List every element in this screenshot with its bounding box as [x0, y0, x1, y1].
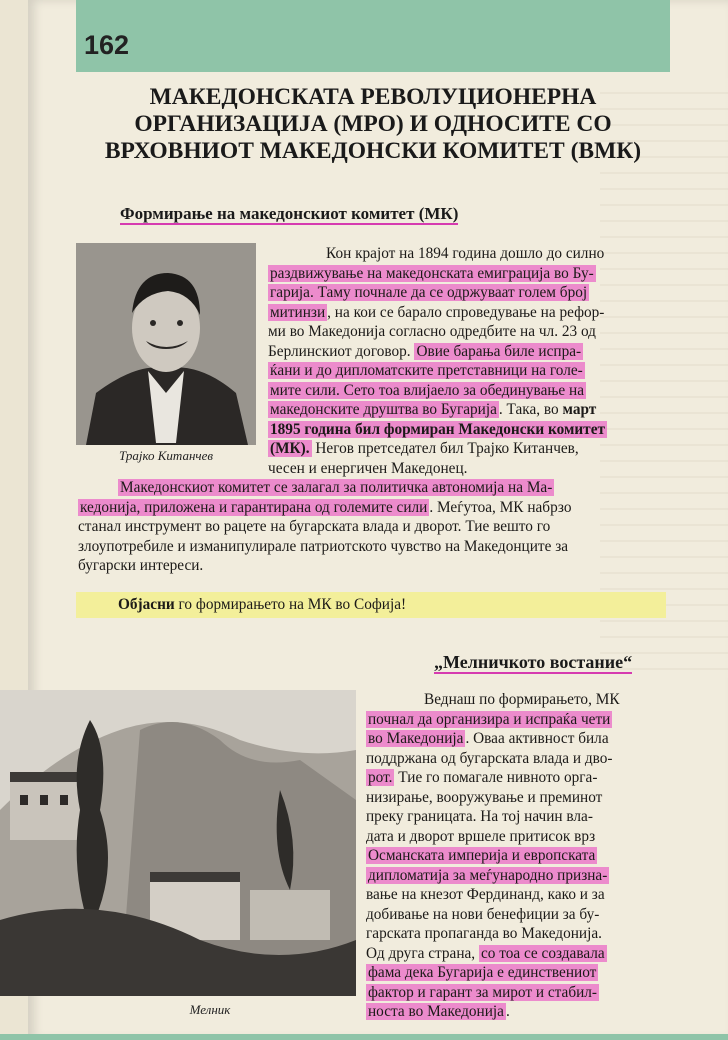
text-line: станал инструмент во рацете на бугарската влада и дворот. Тие вешто го	[78, 518, 551, 535]
text-line: (МК). Негов претседател бил Трајко Китанчев,	[270, 440, 579, 457]
section-heading-text: „Мелничкото востание“	[434, 652, 633, 672]
highlighted-text: раздвижување на македонската емиграција во Бу-	[270, 264, 594, 282]
text-line: Веднаш по формирањето, МК	[424, 691, 620, 708]
text-line: македонските друштва во Бугарија . Така, во март	[270, 401, 597, 418]
text-line: злоупотребиле и изманипулирале патриотското чувство на Македонците за	[78, 537, 569, 555]
text-line	[118, 478, 554, 497]
text-line: поддржана од бугарската влада и дво-	[366, 749, 613, 767]
portrait-caption: Трајко Китанчев	[118, 448, 214, 463]
text-line	[366, 846, 597, 865]
task-bold: Објасни	[118, 596, 175, 613]
text-line: бугарски интереси.	[78, 557, 204, 574]
text-line: чесен и енергичен Македонец.	[268, 459, 468, 477]
highlighted-text: фама дека Бугарија е единствениот	[368, 964, 597, 981]
highlighted-text: 1895 година бил формиран Македонски комитет	[270, 420, 605, 438]
text-line: гарската пропаганда во Македонија.	[366, 925, 602, 942]
melnik-photo	[0, 690, 356, 996]
text-line	[366, 866, 609, 885]
portrait-photo	[76, 243, 256, 445]
task-text: го формирањето на МК во Софија!	[174, 596, 407, 613]
highlighted-text: дипломатија за меѓународно призна-	[368, 866, 608, 884]
text-line: вање на кнезот Фердинанд, како и за	[366, 886, 605, 903]
highlighted-text: митинзи	[270, 303, 326, 321]
melnik-caption: Мелник	[189, 1002, 231, 1017]
title-line: ВРХОВНИОТ МАКЕДОНСКИ КОМИТЕТ (ВМК)	[104, 138, 642, 164]
footer-band	[0, 1034, 728, 1040]
highlighted-text: мите сили. Сето тоа влијаело за обединување на	[270, 381, 585, 399]
bold-date: март	[562, 401, 597, 418]
page-title	[78, 84, 668, 165]
text-line: ми во Македонија согласно одредбите на чл. 23 од	[268, 323, 596, 340]
text-line	[268, 264, 596, 283]
task-line	[118, 596, 406, 614]
text-line: Кон крајот на 1894 година дошло до силно	[326, 245, 605, 262]
text-line: Од друга страна, со тоа се создавала	[366, 944, 605, 962]
text-line: кедонија, приложена и гарантирана од големите сили . Меѓутоа, МК набрзо	[80, 498, 572, 516]
title-line: МАКЕДОНСКАТА РЕВОЛУЦИОНЕРНА	[149, 84, 597, 110]
text-line	[366, 963, 598, 982]
text-line: митинзи , на кои се барало спроведување на рефор-	[270, 303, 605, 321]
text-line: Берлинскиот договор. Овие барања биле испра-	[268, 342, 582, 360]
text-line: носта во Македонија .	[368, 1003, 510, 1020]
page-number: 162	[84, 30, 130, 60]
text-line: дата и дворот вршеле притисок врз	[366, 827, 596, 845]
text-line	[268, 381, 586, 400]
text-line: добивање на нови бенефиции за бу-	[366, 905, 600, 923]
highlighted-text: Османската империја и европската	[368, 847, 596, 864]
text-line	[366, 710, 612, 729]
highlighted-text: Овие барања биле испра-	[416, 342, 582, 360]
text-line: во Македонија . Оваа активност била	[368, 730, 609, 747]
text-line	[268, 283, 589, 302]
header-band	[76, 0, 670, 72]
section-heading-mk	[120, 204, 458, 224]
section-heading-melnik	[434, 652, 632, 673]
highlighted-text: фактор и гарант за мирот и стабил-	[368, 983, 598, 1001]
text-line: рот. Тие го помагале нивното орга-	[368, 769, 598, 786]
text-line	[268, 361, 585, 380]
text-line	[366, 983, 599, 1002]
text-line: преку границата. На тој начин вла-	[366, 808, 593, 825]
highlighted-text: ќани и до дипломатските претставници на голе-	[270, 362, 583, 379]
text-line: низирање, вооружување и преминот	[366, 788, 603, 806]
section-heading-text: Формирање на македонскиот комитет (МК)	[120, 204, 459, 223]
highlighted-text: македонските друштва во Бугарија	[270, 401, 497, 418]
text-line	[268, 420, 607, 439]
highlighted-text: гарија. Таму почнале да се одржуваат голем број	[270, 284, 588, 301]
bleed-through-text	[600, 78, 728, 678]
highlighted-text: почнал да организира и испраќа чети	[368, 710, 611, 728]
highlighted-text: кедонија, приложена и гарантирана од големите сили	[80, 498, 428, 516]
highlighted-text: (МК).	[270, 440, 310, 457]
highlighted-text: во Македонија	[368, 730, 464, 747]
highlighted-text: со тоа се создавала	[480, 944, 605, 962]
title-line: ОРГАНИЗАЦИЈА (МРО) И ОДНОСИТЕ СО	[134, 111, 612, 137]
highlighted-text: носта во Македонија	[368, 1003, 504, 1020]
highlighted-text: Македонскиот комитет се залагал за политичка автономија на Ма-	[120, 479, 553, 496]
highlighted-text: рот.	[368, 769, 393, 786]
